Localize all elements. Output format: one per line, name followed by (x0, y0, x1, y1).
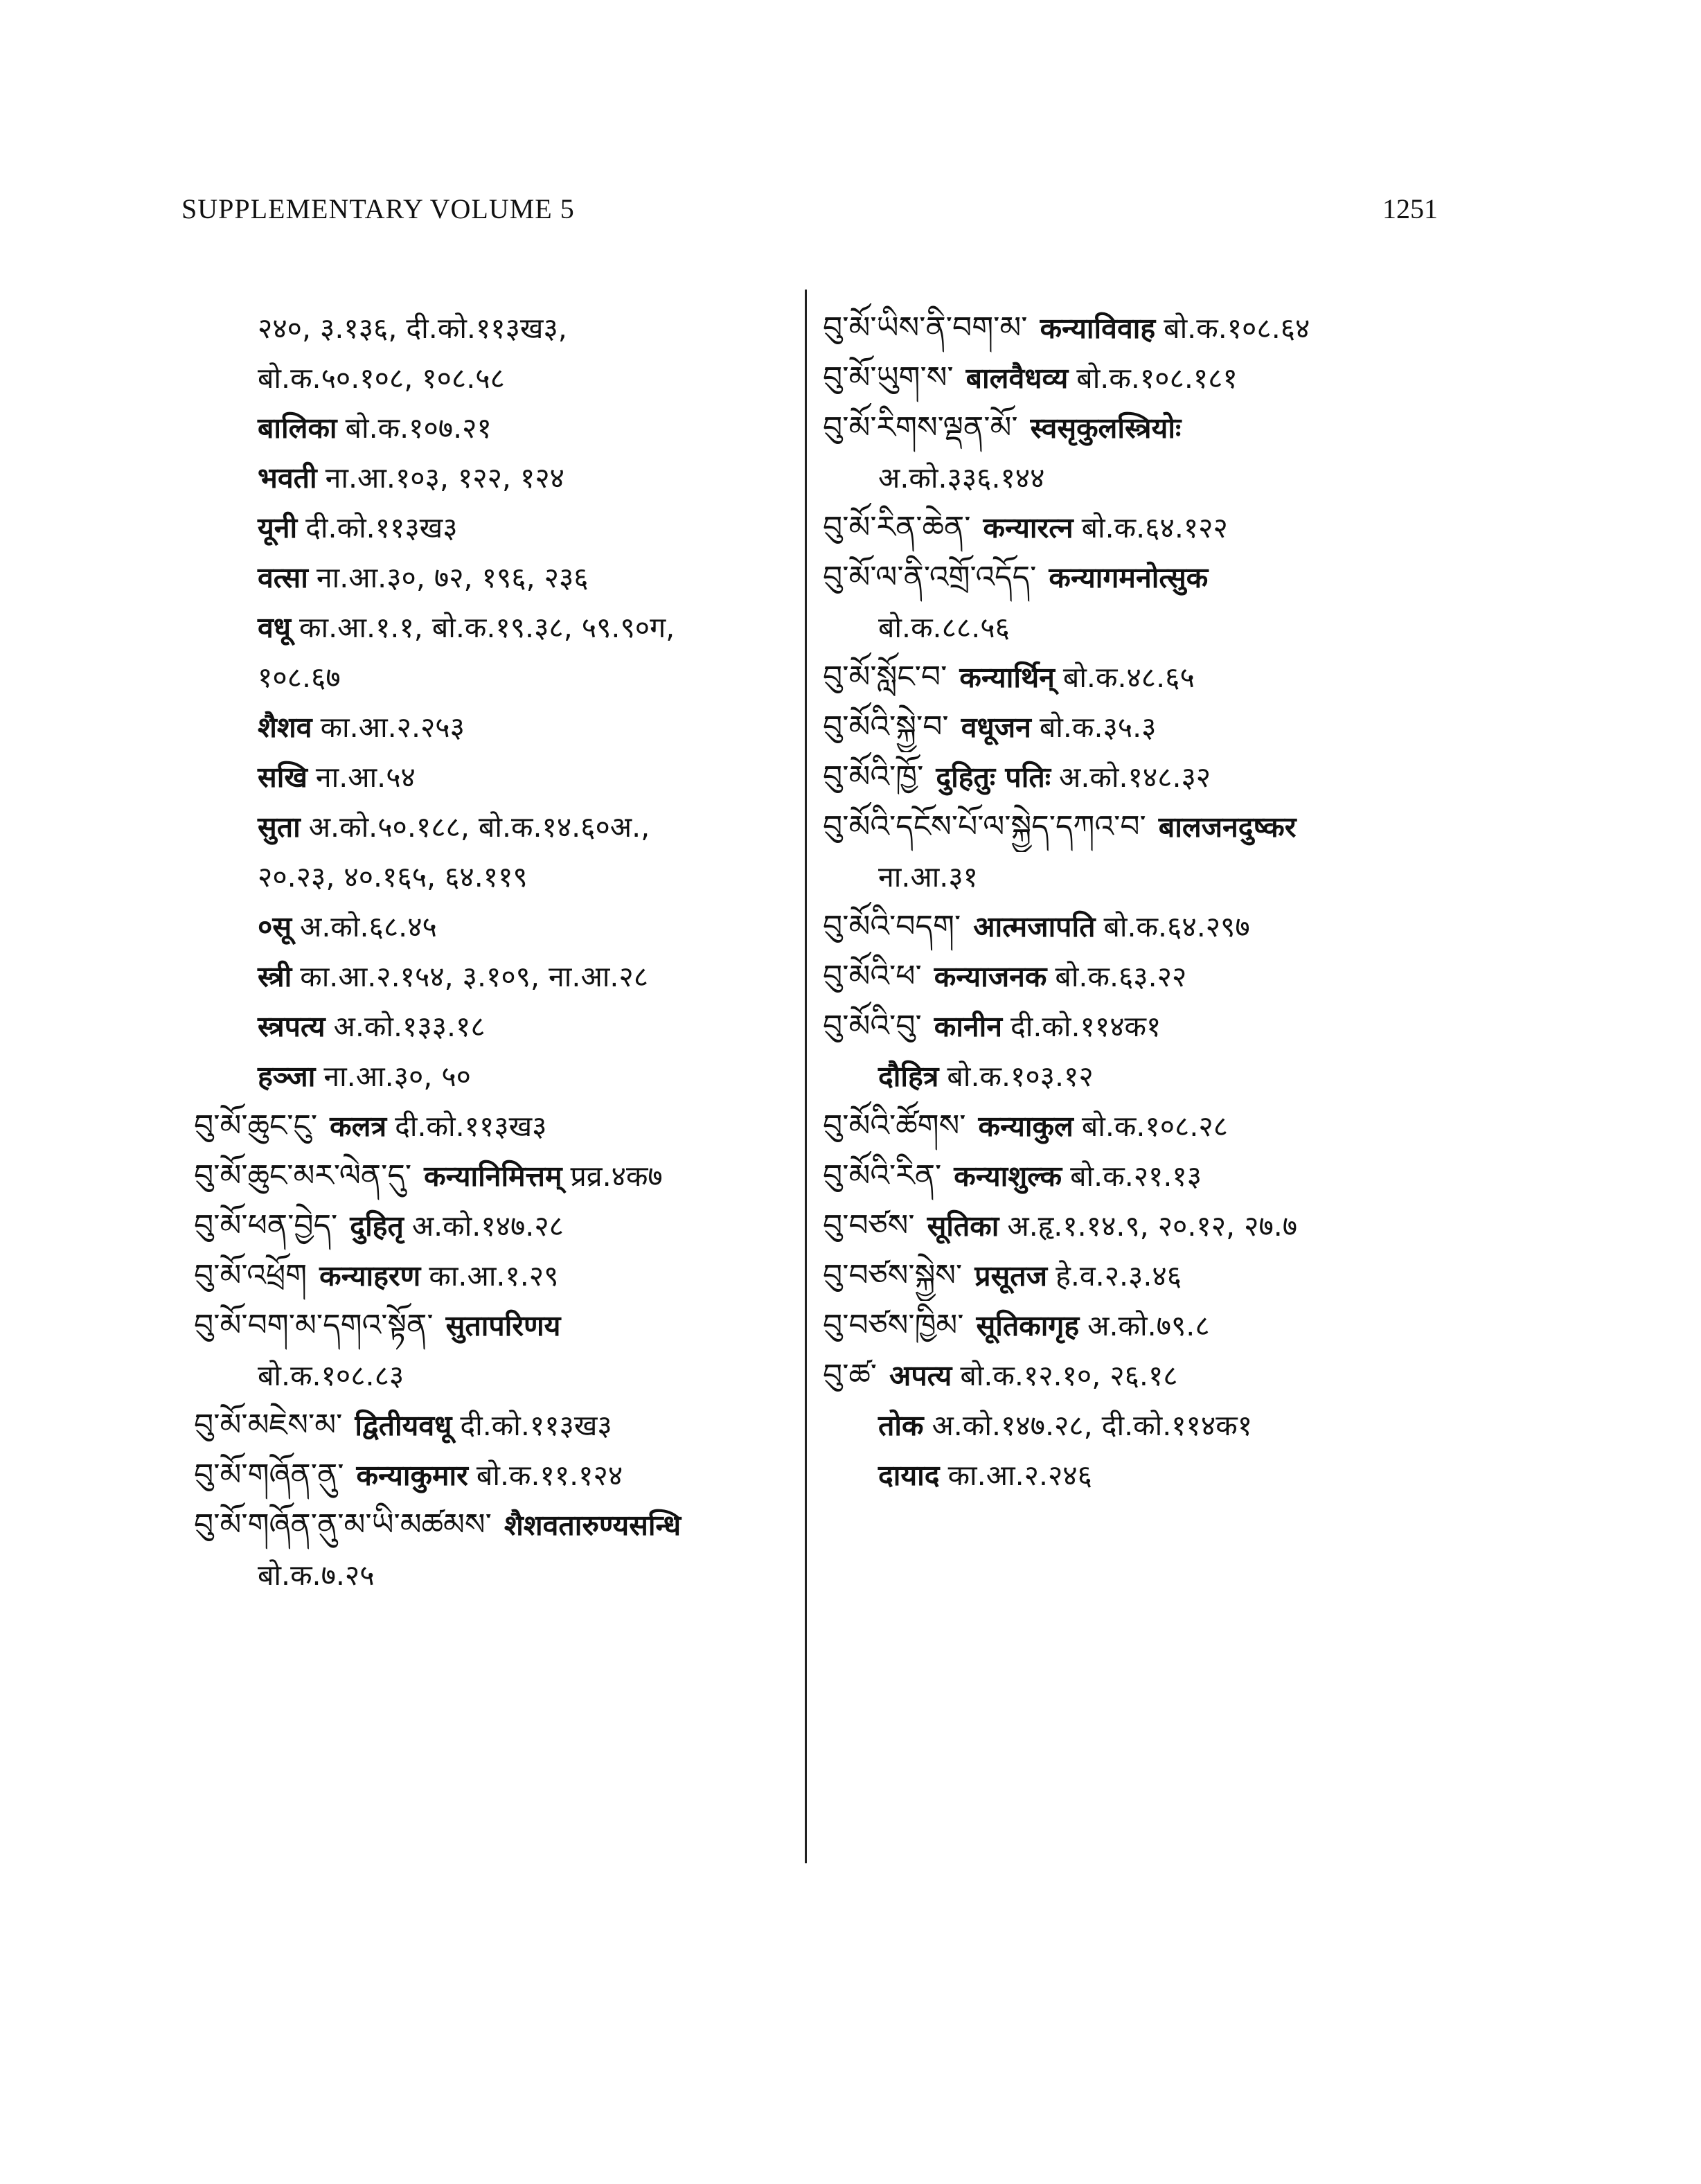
dictionary-line (194, 952, 790, 1002)
dictionary-line (194, 503, 790, 553)
sanskrit-equivalent: स्त्रपत्य (258, 1010, 326, 1043)
tibetan-term: བུ་མོའི་ཚོགས་ (823, 1108, 966, 1144)
dictionary-line (823, 1151, 1432, 1201)
tibetan-term: བུ་མོའི་སྐྱེ་བ་ (823, 709, 949, 745)
dictionary-line (194, 1002, 790, 1051)
source-reference: ना.आ.३१ (878, 860, 978, 894)
tibetan-term: བུ་བཙས་སྐྱེས་ (823, 1258, 963, 1293)
tibetan-term: བུ་མོའི་དངོས་པོ་ལ་སྐྱེད་དཀའ་བ་ (823, 809, 1146, 844)
source-reference: बो.क.१०८.२८ (1081, 1110, 1229, 1143)
source-reference: बो.क.५०.१०८, १०८.५८ (258, 362, 505, 395)
dictionary-line (194, 1151, 790, 1201)
source-reference: का.आ.२.२५३ (320, 711, 465, 744)
dictionary-line (194, 902, 790, 952)
dictionary-line (823, 503, 1432, 553)
source-reference: दी.को.११४क१ (1010, 1010, 1161, 1043)
dictionary-line (194, 1051, 790, 1101)
source-reference: अ.को.७९.८ (1087, 1309, 1210, 1342)
sanskrit-equivalent: हञ्जा (258, 1060, 316, 1093)
dictionary-line (194, 353, 790, 403)
source-reference: दी.को.११३ख३ (395, 1110, 547, 1143)
running-title: SUPPLEMENTARY VOLUME 5 (181, 193, 575, 224)
tibetan-term: བུ་ཚ་ (823, 1358, 878, 1393)
source-reference: हे.व.२.३.४६ (1056, 1259, 1182, 1293)
tibetan-term: བུ་མོ་རིན་ཆེན་ (823, 510, 971, 545)
source-reference: अ.को.५०.१८८, बो.क.१४.६०अ., (308, 810, 650, 844)
tibetan-term: བུ་མོ་ཆུང་ངུ་ (194, 1108, 318, 1144)
sanskrit-equivalent: ०सू (258, 910, 292, 943)
dictionary-line (194, 802, 790, 852)
source-reference: बो.क.१०८.८३ (258, 1359, 404, 1392)
tibetan-term: བུ་བཙས་ཁྱིམ་ (823, 1308, 964, 1343)
source-reference: बो.क.६४.१२२ (1081, 511, 1228, 544)
sanskrit-equivalent: बालवैधव्य (965, 362, 1069, 395)
sanskrit-equivalent: कन्यागमनोत्सुक (1049, 561, 1209, 594)
source-reference: बो.क.१०८.६४ (1164, 312, 1310, 345)
tibetan-term: བུ་མོ་མཇེས་མ་ (194, 1408, 343, 1443)
dictionary-line (823, 652, 1432, 702)
dictionary-line (823, 902, 1432, 952)
sanskrit-equivalent: अपत्य (889, 1359, 952, 1392)
dictionary-line (823, 1002, 1432, 1051)
tibetan-term: བུ་མོའི་བུ་ (823, 1009, 922, 1044)
sanskrit-equivalent: वधूजन (961, 711, 1031, 744)
sanskrit-equivalent: तोक (878, 1409, 924, 1442)
dictionary-line (194, 603, 790, 652)
source-reference: ना.आ.१०३, १२२, १२४ (325, 461, 564, 495)
dictionary-line (823, 453, 1432, 503)
source-reference: बो.क.१०३.१२ (947, 1060, 1094, 1093)
source-reference: बो.क.६३.२२ (1055, 960, 1187, 993)
sanskrit-equivalent: बालजनदुष्कर (1158, 810, 1297, 844)
dictionary-line (194, 1500, 790, 1550)
source-reference: दी.को.११३ख३ (305, 511, 458, 544)
tibetan-term: བུ་མོའི་ཁྱོ་ (823, 759, 924, 794)
dictionary-line (194, 702, 790, 752)
page-number: 1251 (1382, 193, 1438, 224)
sanskrit-equivalent: कन्याकुल (978, 1110, 1074, 1143)
sanskrit-equivalent: दायाद (878, 1459, 940, 1492)
page-header (181, 193, 1438, 234)
sanskrit-equivalent: कानीन (934, 1010, 1002, 1043)
tibetan-term: བུ་མོ་འཕྲོག (194, 1258, 308, 1293)
source-reference: बो.क.१०७.२१ (345, 411, 492, 445)
dictionary-line (823, 752, 1432, 802)
dictionary-line (823, 1101, 1432, 1151)
sanskrit-equivalent: दुहितुः पतिः (936, 761, 1051, 794)
source-reference: अ.को.१४७.२८, दी.को.११४क१ (932, 1409, 1253, 1442)
dictionary-line (194, 1351, 790, 1401)
dictionary-line (823, 603, 1432, 652)
tibetan-term: བུ་མོ་ཡུག་ས་ (823, 360, 954, 396)
left-column (194, 303, 790, 1600)
dictionary-line (194, 1301, 790, 1351)
dictionary-line (194, 1401, 790, 1450)
tibetan-term: བུ་མོ་ཆུང་མར་ལེན་དུ་ (194, 1158, 412, 1193)
source-reference: बो.क.४८.६५ (1062, 661, 1195, 694)
dictionary-line (823, 802, 1432, 852)
tibetan-term: བུ་མོ་ལ་ནི་འགྲོ་འདོད་ (823, 560, 1037, 595)
dictionary-line (823, 553, 1432, 603)
sanskrit-equivalent: सूतिका (927, 1209, 999, 1243)
source-reference: २४०, ३.१३६, दी.को.११३ख३, (258, 312, 567, 345)
source-reference: ना.आ.३०, ७२, १९६, २३६ (316, 561, 589, 594)
source-reference: बो.क.३५.३ (1039, 711, 1157, 744)
sanskrit-equivalent: कन्याहरण (319, 1259, 421, 1293)
source-reference: अ.को.१४८.३२ (1059, 761, 1211, 794)
dictionary-line (823, 353, 1432, 403)
source-reference: का.आ.२.२४६ (947, 1459, 1092, 1492)
source-reference: ना.आ.५४ (315, 761, 416, 794)
dictionary-line (823, 1301, 1432, 1351)
source-reference: बो.क.१२.१०, २६.१८ (960, 1359, 1178, 1392)
source-reference: अ.को.६८.४५ (300, 910, 437, 943)
dictionary-line (823, 1051, 1432, 1101)
sanskrit-equivalent: वधू (258, 611, 292, 644)
source-reference: का.आ.१.१, बो.क.१९.३८, ५९.९०ग, (299, 611, 675, 644)
sanskrit-equivalent: सुतापरिणय (445, 1309, 561, 1342)
dictionary-line (823, 952, 1432, 1002)
sanskrit-equivalent: दौहित्र (878, 1060, 939, 1093)
source-reference: अ.को.१३३.१८ (333, 1010, 486, 1043)
tibetan-term: བུ་མོ་རིགས་ལྡན་མོ་ (823, 410, 1018, 445)
sanskrit-equivalent: बालिका (258, 411, 337, 445)
sanskrit-equivalent: कन्यार्थिन् (959, 661, 1055, 694)
sanskrit-equivalent: वत्सा (258, 561, 308, 594)
source-reference: २०.२३, ४०.१६५, ६४.११९ (258, 860, 528, 894)
source-reference: बो.क.१०८.१८१ (1076, 362, 1238, 395)
sanskrit-equivalent: शैशवतारुण्यसन्धि (504, 1509, 682, 1542)
source-reference: प्रव्र.४क७ (570, 1160, 663, 1193)
source-reference: ना.आ.३०, ५० (323, 1060, 471, 1093)
sanskrit-equivalent: यूनी (258, 511, 298, 544)
sanskrit-equivalent: स्त्री (258, 960, 292, 993)
tibetan-term: བུ་མོ་བག་མ་དགའ་སྟོན་ (194, 1308, 434, 1343)
tibetan-term: བུ་མོ་སློང་བ་ (823, 659, 947, 695)
source-reference: १०८.६७ (258, 661, 341, 694)
dictionary-line (194, 852, 790, 902)
column-divider (805, 290, 807, 1863)
sanskrit-equivalent: सुता (258, 810, 301, 844)
sanskrit-equivalent: कन्यारत्न (983, 511, 1074, 544)
source-reference: दी.को.११३ख३ (460, 1409, 612, 1442)
dictionary-line (194, 652, 790, 702)
dictionary-line (823, 1251, 1432, 1301)
dictionary-line (194, 1550, 790, 1600)
sanskrit-equivalent: शैशव (258, 711, 312, 744)
dictionary-line (194, 553, 790, 603)
source-reference: बो.क.८८.५६ (878, 611, 1010, 644)
dictionary-line (194, 1450, 790, 1500)
dictionary-line (823, 1351, 1432, 1401)
tibetan-term: བུ་མོ་ཡིས་ནི་བག་མ་ (823, 310, 1028, 346)
dictionary-line (194, 1201, 790, 1251)
tibetan-term: བུ་མོའི་བདག་ (823, 909, 961, 944)
dictionary-line (194, 403, 790, 453)
sanskrit-equivalent: सखि (258, 761, 308, 794)
dictionary-line (194, 1101, 790, 1151)
dictionary-line (194, 1251, 790, 1301)
dictionary-line (194, 752, 790, 802)
dictionary-line (194, 303, 790, 353)
tibetan-term: བུ་མོ་གཞོན་ནུ་མ་ཡི་མཚམས་ (194, 1507, 492, 1543)
sanskrit-equivalent: कन्याजनक (934, 960, 1047, 993)
right-column (823, 303, 1432, 1500)
sanskrit-equivalent: कलत्र (330, 1110, 387, 1143)
source-reference: का.आ.१.२९ (429, 1259, 559, 1293)
source-reference: अ.को.१४७.२८ (411, 1209, 564, 1243)
sanskrit-equivalent: स्वसृकुलस्त्रियोः (1030, 411, 1182, 445)
source-reference: बो.क.२१.१३ (1070, 1160, 1202, 1193)
sanskrit-equivalent: कन्याकुमार (356, 1459, 468, 1492)
tibetan-term: བུ་མོའི་ཕ་ (823, 959, 922, 994)
tibetan-term: བུ་མོའི་རིན་ (823, 1158, 942, 1193)
source-reference: बो.क.७.२५ (258, 1559, 375, 1592)
sanskrit-equivalent: कन्यानिमित्तम् (424, 1160, 562, 1193)
tibetan-term: བུ་བཙས་ (823, 1208, 915, 1243)
dictionary-line (823, 852, 1432, 902)
dictionary-line (823, 403, 1432, 453)
tibetan-term: བུ་མོ་ཕན་བྱེད་ (194, 1208, 338, 1243)
sanskrit-equivalent: भवती (258, 461, 317, 495)
dictionary-line (823, 1201, 1432, 1251)
source-reference: अ.को.३३६.१४४ (878, 461, 1045, 495)
sanskrit-equivalent: प्रसूतज (974, 1259, 1048, 1293)
sanskrit-equivalent: दुहितृ (350, 1209, 404, 1243)
source-reference: अ.हृ.१.१४.९, २०.१२, २७.७ (1007, 1209, 1298, 1243)
sanskrit-equivalent: आत्मजापति (973, 910, 1096, 943)
source-reference: का.आ.२.१५४, ३.१०९, ना.आ.२८ (300, 960, 649, 993)
source-reference: बो.क.६४.२९७ (1103, 910, 1250, 943)
dictionary-line (823, 1401, 1432, 1450)
source-reference: बो.क.११.१२४ (476, 1459, 623, 1492)
sanskrit-equivalent: कन्याशुल्क (954, 1160, 1062, 1193)
sanskrit-equivalent: द्वितीयवधू (355, 1409, 452, 1442)
dictionary-line (194, 453, 790, 503)
sanskrit-equivalent: कन्याविवाह (1040, 312, 1156, 345)
dictionary-line (823, 702, 1432, 752)
dictionary-line (823, 303, 1432, 353)
sanskrit-equivalent: सूतिकागृह (976, 1309, 1080, 1342)
tibetan-term: བུ་མོ་གཞོན་ནུ་ (194, 1457, 344, 1493)
dictionary-line (823, 1450, 1432, 1500)
